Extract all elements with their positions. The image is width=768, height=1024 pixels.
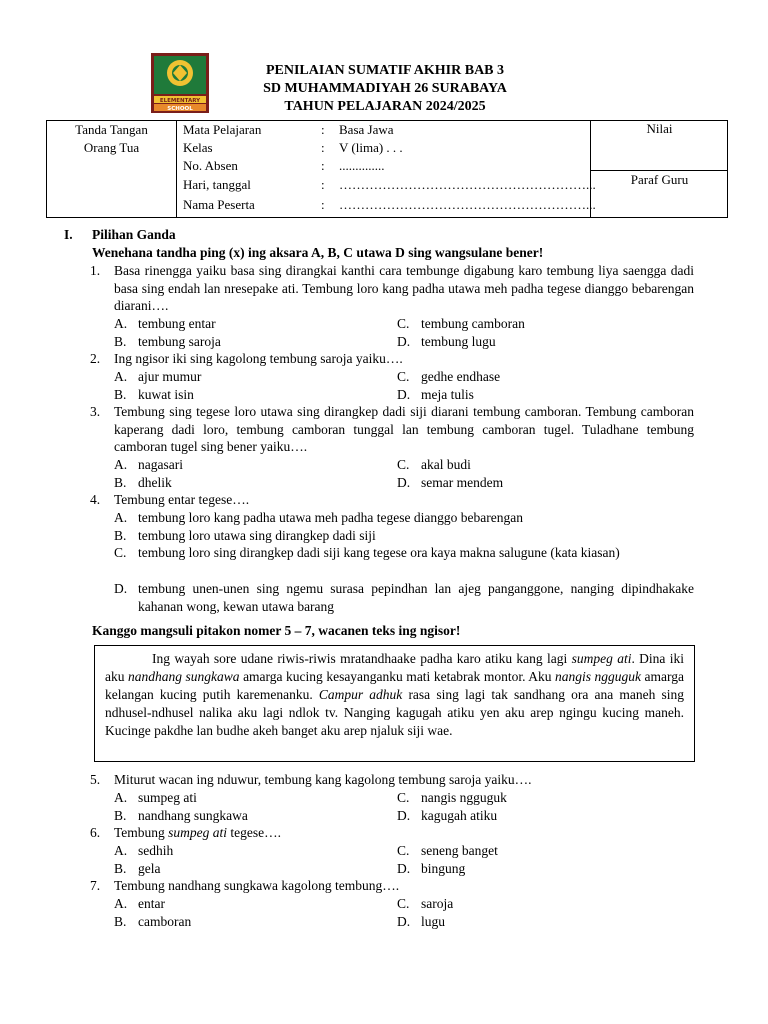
question-2 [90, 350, 694, 368]
option-c[interactable] [397, 895, 453, 913]
reading-passage [94, 645, 695, 762]
parent-signature-label-2: Orang Tua [83, 140, 140, 155]
question-1 [90, 262, 694, 315]
option-a[interactable] [114, 789, 197, 807]
option-d[interactable] [397, 860, 465, 878]
header-school: SD MUHAMMADIYAH 26 SURABAYA [263, 81, 507, 96]
option-text: tembung entar [138, 316, 216, 331]
passage-text: amarga kelangan kucing putih karemenanku. [105, 669, 684, 702]
option-letter: C. [397, 843, 410, 858]
field-value[interactable]: V (lima) . . . [339, 140, 403, 155]
option-text: nangis ngguguk [421, 790, 507, 805]
question-number: 4. [90, 492, 101, 507]
question-text-part: tegese…. [227, 825, 282, 840]
option-a[interactable] [114, 456, 183, 474]
passage-italic: nandhang sungkawa [128, 669, 240, 684]
option-text: tembung lugu [421, 333, 496, 349]
option-d[interactable] [397, 386, 474, 404]
option-letter: B. [114, 913, 127, 929]
option-b[interactable] [114, 527, 694, 545]
option-text: sedhih [138, 843, 174, 858]
question-number: 6. [90, 825, 101, 840]
option-letter: C. [397, 369, 410, 384]
option-letter: B. [114, 528, 127, 543]
field-value[interactable]: …………………………………………………... [339, 177, 596, 192]
section-instruction: Wenehana tandha ping (x) ing aksara A, B, C utawa D sing wangsulane bener! [92, 245, 544, 260]
option-text: sumpeg ati [138, 790, 197, 805]
option-text: seneng banget [421, 843, 498, 858]
option-a[interactable] [114, 315, 216, 333]
option-letter: A. [114, 843, 128, 858]
option-a[interactable] [114, 368, 201, 386]
option-text: bingung [421, 860, 466, 876]
question-number: 3. [90, 404, 101, 419]
question-5 [90, 771, 694, 789]
option-letter: B. [114, 474, 127, 490]
parent-signature-cell[interactable] [47, 121, 177, 217]
field-value: Basa Jawa [339, 122, 394, 137]
option-text: meja tulis [421, 386, 474, 402]
question-text-part: Tembung [114, 825, 169, 840]
question-text-italic: sumpeg ati [168, 825, 228, 840]
document-header [225, 62, 545, 116]
option-letter: B. [114, 807, 127, 823]
section-number: I. [64, 227, 73, 242]
option-text: kuwat isin [138, 386, 194, 402]
option-letter: A. [114, 896, 128, 911]
option-c[interactable] [114, 544, 694, 562]
field-value[interactable]: .............. [339, 158, 385, 173]
option-c[interactable] [397, 842, 498, 860]
option-letter: A. [114, 457, 128, 472]
logo-text-elementary: ELEMENTARY [159, 98, 201, 104]
option-letter: D. [397, 807, 411, 823]
school-logo [151, 53, 209, 113]
option-d[interactable] [397, 333, 496, 351]
option-text: saroja [421, 896, 454, 911]
question-7 [90, 877, 694, 895]
option-letter: B. [114, 333, 127, 349]
option-b[interactable] [114, 807, 248, 825]
option-text: tembung saroja [138, 333, 221, 349]
option-letter: D. [397, 860, 411, 876]
option-letter: D. [397, 913, 411, 929]
passage-italic: nangis ngguguk [554, 669, 641, 684]
parent-signature-label-1: Tanda Tangan [75, 122, 148, 137]
option-letter: D. [397, 333, 411, 349]
option-text: tembung loro utawa sing dirangkep dadi siji [138, 528, 376, 543]
option-letter: C. [397, 316, 410, 331]
question-number: 2. [90, 351, 101, 366]
option-letter: B. [114, 386, 127, 402]
option-letter: A. [114, 790, 128, 805]
option-letter: D. [397, 474, 411, 490]
option-letter: A. [114, 369, 128, 384]
question-text: Miturut wacan ing nduwur, tembung kang kagolong tembung saroja yaiku…. [114, 772, 532, 787]
question-text: Tembung nandhang sungkawa kagolong tembung…. [114, 878, 400, 893]
teacher-initial-label: Paraf Guru [630, 172, 689, 187]
option-b[interactable] [114, 860, 161, 878]
field-colon: : [321, 197, 325, 212]
option-text: tembung unen-unen sing ngemu surasa pepindhan lan ajeg panganggone, nanging dipindhakake kahanan wong, kewan utawa barang [138, 581, 694, 614]
field-colon: : [321, 140, 325, 155]
option-letter: D. [397, 386, 411, 402]
option-c[interactable] [397, 456, 471, 474]
question-number: 5. [90, 772, 101, 787]
option-d[interactable] [397, 474, 503, 492]
passage-paragraph [105, 650, 684, 740]
option-letter: C. [397, 790, 410, 805]
option-a[interactable] [114, 895, 165, 913]
option-b[interactable] [114, 333, 221, 351]
logo-text-school: SCHOOL [167, 106, 193, 112]
question-4 [90, 491, 694, 509]
option-c[interactable] [397, 789, 507, 807]
option-letter: A. [114, 316, 128, 331]
question-3 [90, 403, 694, 456]
option-letter: C. [397, 457, 410, 472]
passage-italic: Campur adhuk [318, 687, 403, 702]
passage-text: . Dina iki aku [105, 651, 685, 684]
option-text: tembung loro kang padha utawa meh padha tegese dianggo bebarengan [138, 510, 523, 525]
option-d[interactable] [397, 913, 445, 931]
score-label: Nilai [646, 121, 673, 136]
identity-table [46, 120, 728, 218]
field-colon: : [321, 177, 325, 192]
option-text: tembung loro sing dirangkep dadi siji kang tegese ora kaya makna salugune (kata kiasan) [138, 545, 620, 560]
passage-text: Ing wayah sore udane riwis-riwis mratandhaake padha karo atiku kang lagi [152, 651, 572, 666]
option-text: dhelik [138, 474, 172, 490]
option-text: gedhe endhase [421, 369, 501, 384]
question-number: 1. [90, 263, 101, 278]
option-text: nandhang sungkawa [138, 807, 248, 823]
passage-intro: Kanggo mangsuli pitakon nomer 5 – 7, wacanen teks ing ngisor! [92, 623, 461, 638]
option-c[interactable] [397, 368, 500, 386]
passage-text: rasa sing lagi tak sandhang ora ana maneh sing ndhusel-ndhusel nalika aku lagi ndlok tv. Nanging kagugah atiku yen aku arep ngingu kucing maneh. Kucinge pakdhe lan budhe akeh banget aku arep njaluk siji wae. [105, 687, 685, 738]
field-colon: : [321, 122, 325, 137]
option-letter: B. [114, 860, 127, 876]
question-text: Ing ngisor iki sing kagolong tembung saroja yaiku…. [114, 351, 403, 366]
question-text: Tembung entar tegese…. [114, 492, 250, 507]
option-d[interactable] [114, 580, 694, 615]
passage-text: amarga kucing kesayanganku mati ketabrak montor. Aku [239, 669, 555, 684]
question-number: 7. [90, 878, 101, 893]
field-colon: : [321, 158, 325, 173]
option-text: ajur mumur [138, 369, 202, 384]
field-label: No. Absen [183, 158, 238, 173]
score-cell [590, 121, 728, 217]
field-value[interactable]: …………………………………………………... [339, 197, 596, 212]
option-text: nagasari [138, 457, 183, 472]
header-year: TAHUN PELAJARAN 2024/2025 [284, 99, 486, 114]
field-label: Kelas [183, 140, 213, 155]
option-text: camboran [138, 913, 192, 929]
option-text: gela [138, 860, 161, 876]
option-letter: C. [397, 896, 410, 911]
option-letter: D. [114, 581, 128, 596]
option-d[interactable] [397, 807, 497, 825]
option-b[interactable] [114, 386, 194, 404]
option-text: akal budi [421, 457, 471, 472]
field-label: Mata Pelajaran [183, 122, 262, 137]
option-b[interactable] [114, 913, 191, 931]
question-6 [90, 824, 694, 842]
option-text: lugu [421, 913, 446, 929]
option-c[interactable] [397, 315, 525, 333]
option-a[interactable] [114, 842, 173, 860]
section-title: Pilihan Ganda [92, 227, 176, 242]
option-a[interactable] [114, 509, 694, 527]
question-text: Basa rinengga yaiku basa sing dirangkai kanthi cara tembunge digabung karo tembung liya saengga dadi basa sing endah lan nresepake ati. Tembung loro kang padha utawa meh padha tegese dianggo bebarengan diarani…. [114, 263, 694, 314]
field-label: Nama Peserta [183, 197, 255, 212]
option-text: tembung camboran [421, 316, 525, 331]
option-letter: A. [114, 510, 128, 525]
field-label: Hari, tanggal [183, 177, 251, 192]
question-text [114, 824, 694, 842]
question-text: Tembung sing tegese loro utawa sing dirangkep dadi siji diarani tembung camboran. Tembung camboran kaperang dadi loro, tembung camboran tunggal lan tembung camboran tugel. Tuladhane tembung camboran tugel sing bener yaiku…. [114, 404, 694, 455]
option-text: semar mendem [421, 474, 504, 490]
option-text: entar [138, 896, 165, 911]
header-title: PENILAIAN SUMATIF AKHIR BAB 3 [265, 63, 505, 78]
option-text: kagugah atiku [421, 807, 498, 823]
option-b[interactable] [114, 474, 172, 492]
option-letter: C. [114, 545, 127, 560]
passage-italic: sumpeg ati [571, 651, 632, 666]
